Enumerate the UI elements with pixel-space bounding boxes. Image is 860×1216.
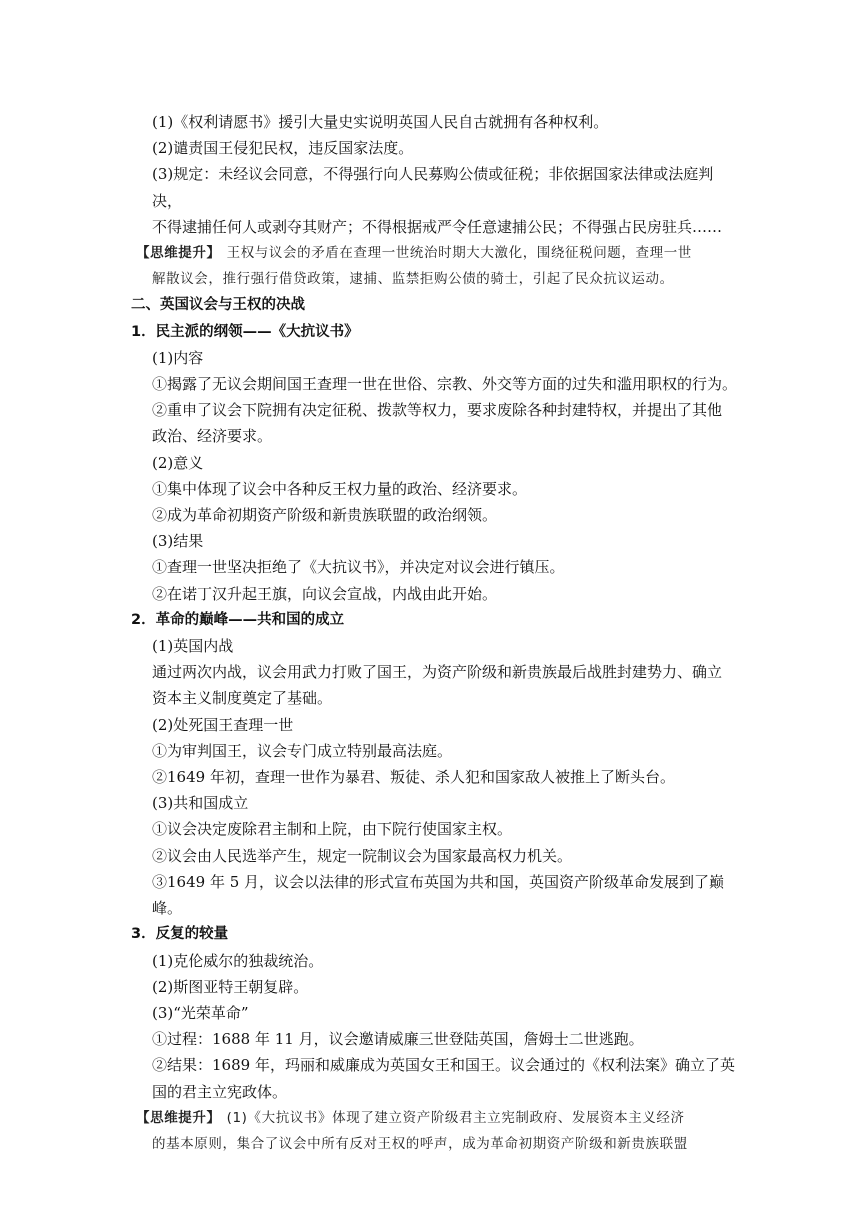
paragraph: ①集中体现了议会中各种反王权力量的政治、经济要求。 [152,479,528,498]
paragraph: (1)克伦威尔的独裁统治。 [152,951,324,970]
thinking-tip [131,240,743,266]
paragraph: (2)意义 [152,453,204,472]
paragraph: 通过两次内战，议会用武力打败了国王，为资产阶级和新贵族最后战胜封建势力、确立 [152,663,723,682]
tip-text: 王权与议会的矛盾在查理一世统治时期大大激化，围绕征税问题，查理一世 [226,245,692,262]
paragraph: ①议会决定废除君主制和上院，由下院行使国家主权。 [152,820,513,839]
paragraph: 资本主义制度奠定了基础。 [152,689,333,708]
paragraph: ①查理一世坚决拒绝了《大抗议书》，并决定对议会进行镇压。 [152,558,565,577]
paragraph: ②1649 年初，查理一世作为暴君、叛徒、杀人犯和国家敌人被推上了断头台。 [152,768,675,787]
thinking-tip-continued: 的基本原则，集合了议会中所有反对王权的呼声，成为革命初期资产阶级和新贵族联盟 [152,1135,688,1152]
paragraph: 国的君主立宪政体。 [152,1082,288,1101]
paragraph: ③1649 年 5 月，议会以法律的形式宣布英国为共和国，英国资产阶级革命发展到了巅峰。 [152,872,725,918]
paragraph: (1)英国内战 [152,637,234,656]
tip-label: 【思维提升】 [136,1109,221,1126]
thinking-tip [131,1105,743,1131]
paragraph: 不得逮捕任何人或剥夺其财产；不得根据戒严令任意逮捕公民；不得强占民房驻兵…… [152,217,723,236]
paragraph: (3)共和国成立 [152,794,249,813]
paragraph: (3)结果 [152,532,204,551]
paragraph: ①揭露了无议会期间国王查理一世在世俗、宗教、外交等方面的过失和滥用职权的行为。 [152,375,738,394]
paragraph: (3)“光荣革命” [152,1003,249,1022]
paragraph: ②结果：1689 年，玛丽和威廉成为英国女王和国王。议会通过的《权利法案》确立了英 [152,1056,735,1075]
paragraph: (1)内容 [152,348,204,367]
tip-text: (1)《大抗议书》体现了建立资产阶级君主立宪制政府、发展资本主义经济 [226,1109,685,1126]
paragraph: 政治、经济要求。 [152,427,273,446]
tip-label: 【思维提升】 [136,245,221,262]
paragraph: (2)处死国王查理一世 [152,715,294,734]
paragraph: ②议会由人民选举产生，规定一院制议会为国家最高权力机关。 [152,846,573,865]
paragraph: (1)《权利请愿书》援引大量史实说明英国人民自古就拥有各种权利。 [152,113,609,131]
subsection-heading: 3．反复的较量 [131,926,229,943]
paragraph: ①为审判国王，议会专门成立特别最高法庭。 [152,741,453,760]
paragraph: ②成为革命初期资产阶级和新贵族联盟的政治纲领。 [152,506,498,525]
paragraph: (2)斯图亚特王朝复辟。 [152,977,309,996]
document-body [131,109,743,1157]
paragraph: ②在诺丁汉升起王旗，向议会宣战，内战由此开始。 [152,584,498,603]
subsection-heading: 1．民主派的纲领——《大抗议书》 [131,323,359,340]
subsection-heading: 2．革命的巅峰——共和国的成立 [131,611,345,628]
section-heading: 二、英国议会与王权的决战 [131,297,305,314]
paragraph: (2)谴责国王侵犯民权，违反国家法度。 [152,139,414,158]
paragraph: ①过程：1688 年 11 月，议会邀请威廉三世登陆英国，詹姆士二世逃跑。 [152,1030,644,1049]
paragraph: (3)规定：未经议会同意，不得强行向人民募购公债或征税；非依据国家法律或法庭判决， [152,165,714,210]
thinking-tip-continued: 解散议会，推行强行借贷政策，逮捕、监禁拒购公债的骑士，引起了民众抗议运动。 [152,271,674,288]
paragraph: ②重申了议会下院拥有决定征税、拨款等权力，要求废除各种封建特权，并提出了其他 [152,401,723,420]
